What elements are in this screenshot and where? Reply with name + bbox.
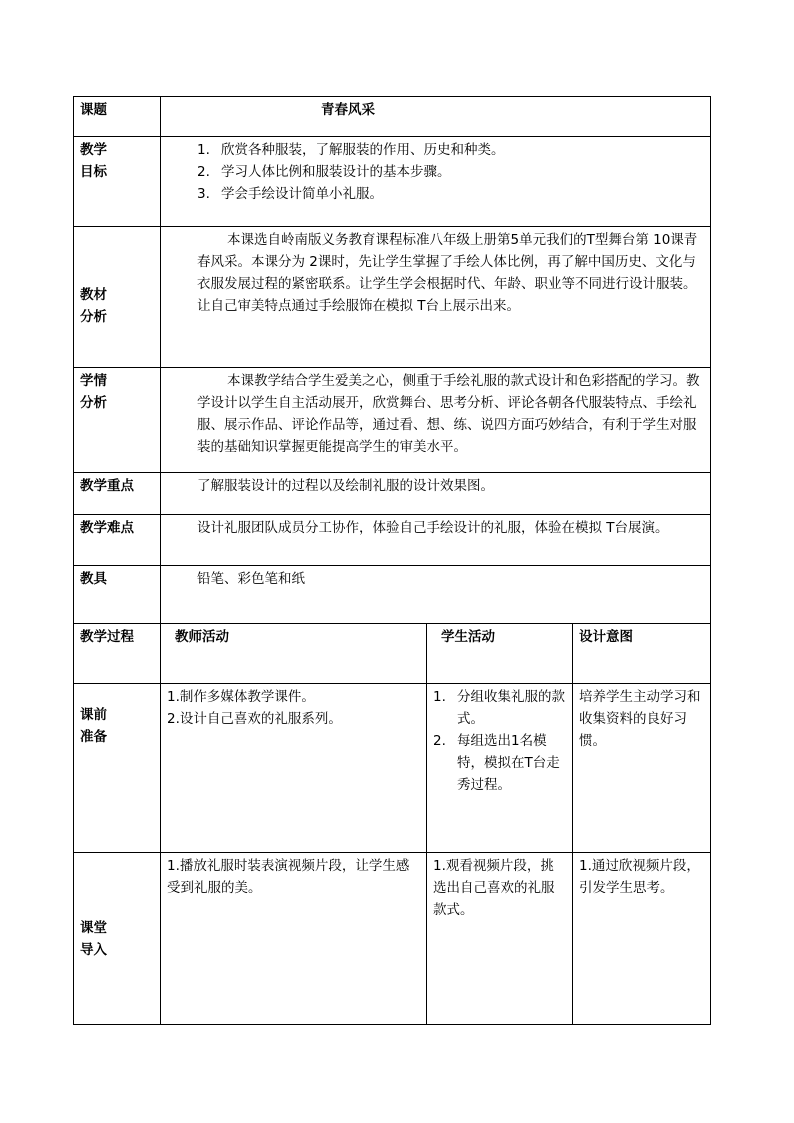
row-key-points xyxy=(74,473,711,515)
objective-item: 3. 学会手绘设计简单小礼服。 xyxy=(197,186,383,202)
difficulties-label: 教学难点 xyxy=(74,515,161,566)
tools-text: 铅笔、彩色笔和纸 xyxy=(161,566,711,624)
objective-item: 2. 学习人体比例和服装设计的基本步骤。 xyxy=(197,164,451,180)
learners-text: 本课教学结合学生爱美之心，侧重于手绘礼服的款式设计和色彩搭配的学习。教学设计以学生自主活动展开，欣赏舞台、思考分析、评论各朝各代服装特点、手绘礼服、展示作品、评论作品等，通过看、想、练、说四方面巧妙结合，有利于学生对服装的基础知识掌握更能提高学生的审美水平。 xyxy=(161,368,711,473)
row-objectives xyxy=(74,137,711,227)
row-stage-introduction xyxy=(74,853,711,1025)
stage-preparation-intent: 培养学生主动学习和收集资料的良好习惯。 xyxy=(573,684,711,853)
teacher-activity-header: 教师活动 xyxy=(161,624,427,684)
tools-label: 教具 xyxy=(74,566,161,624)
key-points-label: 教学重点 xyxy=(74,473,161,515)
material-text: 本课选自岭南版义务教育课程标准八年级上册第5单元我们的T型舞台第 10课青春风采。本课分为 2课时，先让学生掌握了手绘人体比例，再了解中国历史、文化与衣服发展过程的紧密联系。让学生学会根据时代、年龄、职业等不同进行设计服装。让自己审美特点通过手绘服饰在模拟 T台上展示出来。 xyxy=(161,227,711,368)
stage-introduction-label: 课堂 导入 xyxy=(74,853,161,1025)
row-stage-preparation xyxy=(74,684,711,853)
learners-label: 学情 分析 xyxy=(74,368,161,473)
student-item: 1. 分组收集礼服的款式。 xyxy=(433,689,565,727)
row-difficulties xyxy=(74,515,711,566)
row-material-analysis xyxy=(74,227,711,368)
design-intent-header: 设计意图 xyxy=(573,624,711,684)
row-tools xyxy=(74,566,711,624)
topic-label: 课题 xyxy=(74,97,161,137)
key-points-text: 了解服装设计的过程以及绘制礼服的设计效果图。 xyxy=(161,473,711,515)
row-topic xyxy=(74,97,711,137)
stage-introduction-teacher: 1.播放礼服时装表演视频片段，让学生感受到礼服的美。 xyxy=(161,853,427,1025)
row-learner-analysis xyxy=(74,368,711,473)
objectives-label: 教学 目标 xyxy=(74,137,161,227)
stage-introduction-intent: 1.通过欣视频片段，引发学生思考。 xyxy=(573,853,711,1025)
stage-preparation-student xyxy=(427,684,573,853)
process-label: 教学过程 xyxy=(74,624,161,684)
student-item: 2. 每组选出1名模特，模拟在T台走秀过程。 xyxy=(433,733,560,793)
topic-value: 青春风采 xyxy=(161,97,711,137)
objective-item: 1. 欣赏各种服装，了解服装的作用、历史和种类。 xyxy=(197,142,505,158)
lesson-plan-table xyxy=(73,96,711,1025)
student-activity-header: 学生活动 xyxy=(427,624,573,684)
difficulties-text: 设计礼服团队成员分工协作，体验自己手绘设计的礼服，体验在模拟 T台展演。 xyxy=(161,515,711,566)
stage-preparation-teacher: 1.制作多媒体教学课件。 2.设计自己喜欢的礼服系列。 xyxy=(161,684,427,853)
objectives-list xyxy=(161,137,711,227)
stage-preparation-label: 课前 准备 xyxy=(74,684,161,853)
row-process-header xyxy=(74,624,711,684)
stage-introduction-student: 1.观看视频片段，挑选出自己喜欢的礼服款式。 xyxy=(427,853,573,1025)
material-label: 教材 分析 xyxy=(74,227,161,368)
